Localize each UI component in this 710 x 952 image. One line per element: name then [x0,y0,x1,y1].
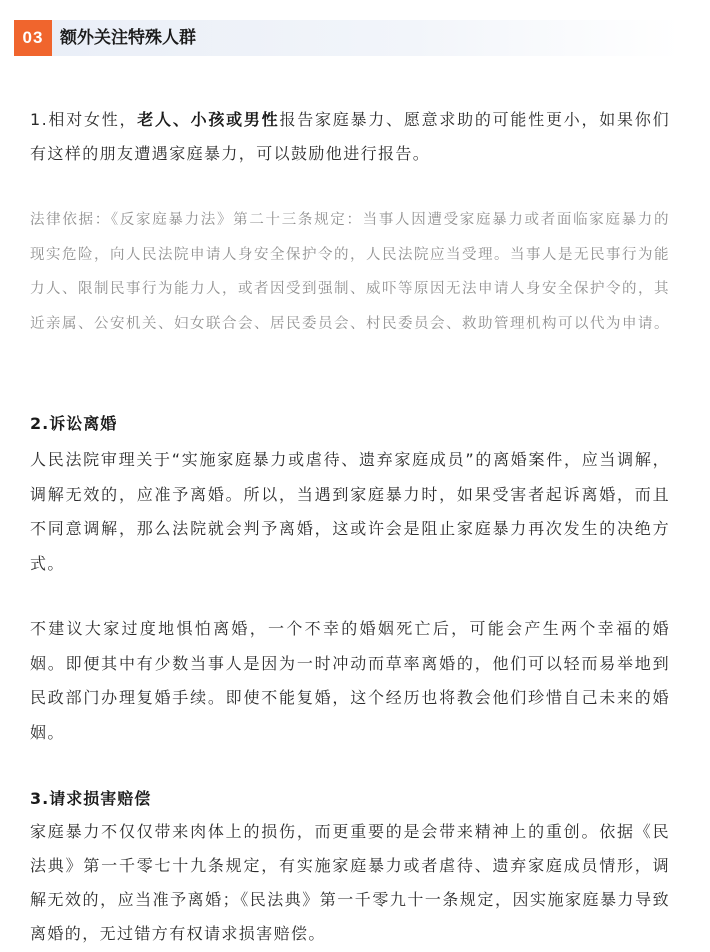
section-header [14,20,680,56]
point-3-heading: 3.请求损害赔偿 [30,789,152,808]
point-1-bold-text: 老人、小孩或男性 [137,110,280,129]
point-3-paragraph-1: 家庭暴力不仅仅带来肉体上的损伤，而更重要的是会带来精神上的重创。依据《民法典》第一千零七十九条规定，有实施家庭暴力或者虐待、遗弃家庭成员情形，调解无效的，应当准予离婚；《民法典》第一千零九十一条规定，因实施家庭暴力导致离婚的，无过错方有权请求损害赔偿。 [30,822,670,943]
point-2-paragraph-2: 不建议大家过度地惧怕离婚，一个不幸的婚姻死亡后，可能会产生两个幸福的婚姻。即便其中有少数当事人是因为一时冲动而草率离婚的，他们可以轻而易举地到民政部门办理复婚手续。即使不能复婚，这个经历也将教会他们珍惜自己未来的婚姻。 [30,619,670,742]
section-number-badge: 03 [14,20,52,56]
point-1-paragraph [30,103,670,171]
section-title: 额外关注特殊人群 [60,28,196,48]
point-1-prefix: 1.相对女性， [30,110,138,129]
law-basis-paragraph: 法律依据：《反家庭暴力法》第二十三条规定：当事人因遭受家庭暴力或者面临家庭暴力的现实危险，向人民法院申请人身安全保护令的，人民法院应当受理。当事人是无民事行为能力人、限制民事行为能力人，或者因受到强制、威吓等原因无法申请人身安全保护令的，其近亲属、公安机关、妇女联合会、居民委员会、村民委员会、救助管理机构可以代为申请。 [30,212,670,332]
point-2-paragraph-1: 人民法院审理关于“实施家庭暴力或虐待、遗弃家庭成员”的离婚案件，应当调解，调解无效的，应准予离婚。所以，当遇到家庭暴力时，如果受害者起诉离婚，而且不同意调解，那么法院就会判予离婚，这或许会是阻止家庭暴力再次发生的决绝方式。 [30,450,670,573]
point-2-heading: 2.诉讼离婚 [30,414,118,433]
point-1-suffix: 报告家庭暴力、愿意求助的可能性更小，如果你们有这样的朋友遭遇家庭暴力，可以鼓励他进行报告。 [30,110,670,163]
